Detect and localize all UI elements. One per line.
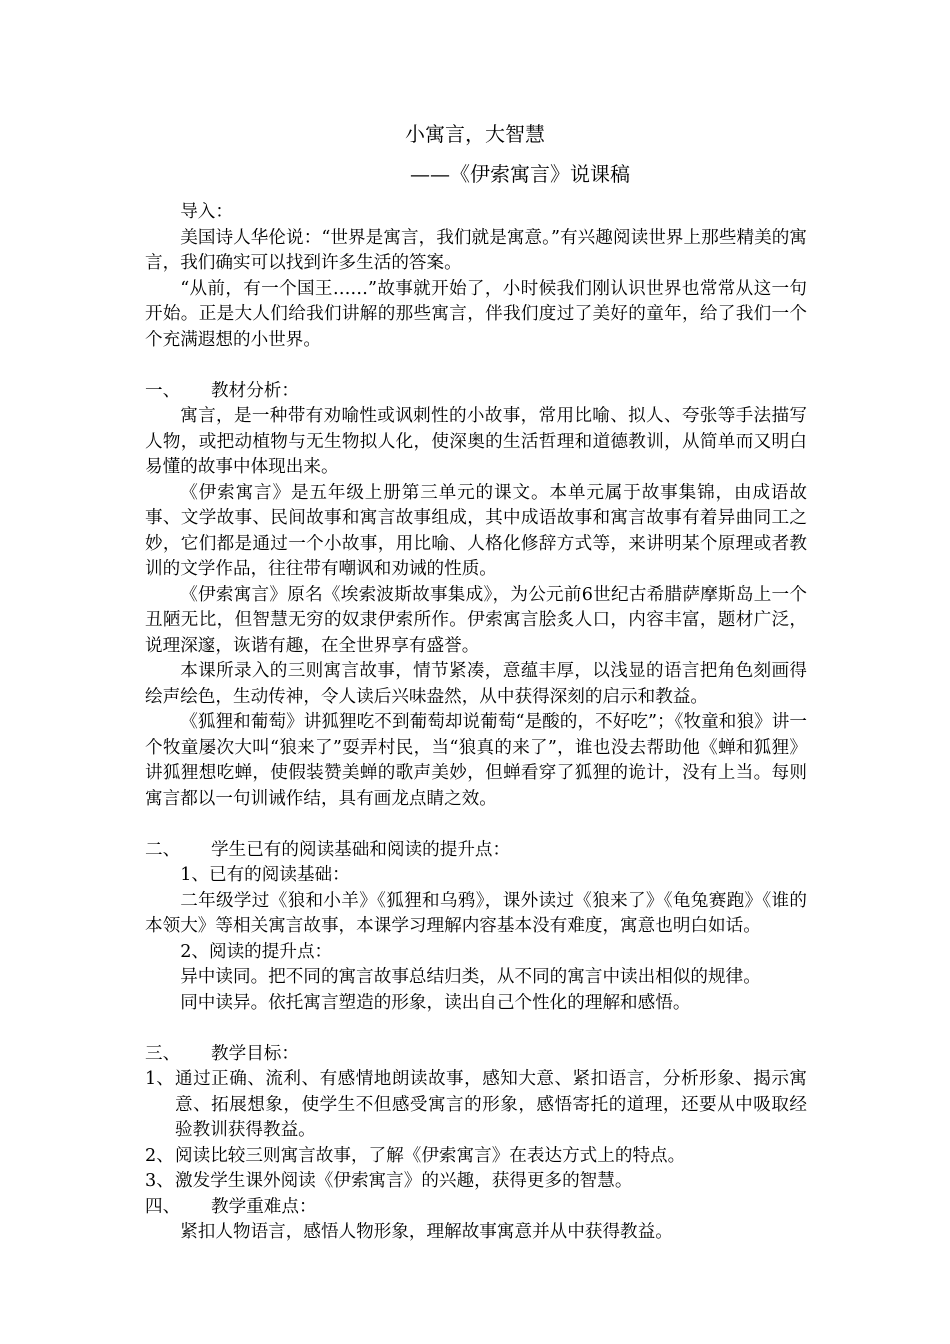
spacer [145, 812, 807, 838]
section-1-paragraph-5: 《狐狸和葡萄》讲狐狸吃不到葡萄却说葡萄“是酸的，不好吃”；《牧童和狼》讲一个牧童屡次大叫“狼来了”耍弄村民，当“狼真的来了”，谁也没去帮助他《蝉和狐狸》讲狐狸想吃蝉，使假装赞美蝉的歌声美妙，但蝉看穿了狐狸的诡计，没有上当。每则寓言都以一句训诫作结，具有画龙点睛之效。 [145, 712, 807, 809]
section-2-heading [145, 838, 807, 864]
section-1-heading [145, 379, 807, 405]
section-3-heading [145, 1042, 807, 1068]
list-item [145, 1169, 807, 1195]
section-4-heading [145, 1195, 807, 1221]
document-body [145, 200, 807, 1246]
document-title: 小寓言，大智慧 [405, 122, 545, 146]
section-2-paragraph-3: 同中读异。依托寓言塑造的形象，读出自己个性化的理解和感悟。 [180, 992, 691, 1013]
document-subtitle: ——《伊索寓言》说课稿 [410, 162, 630, 186]
intro-paragraph-1: 美国诗人华伦说：“世界是寓言，我们就是寓意。”有兴趣阅读世界上那些精美的寓言，我们确实可以找到许多生活的答案。 [145, 227, 807, 273]
section-2-subheading-1: 1、已有的阅读基础： [180, 865, 350, 885]
section-number: 二、 [145, 839, 181, 860]
list-text: 通过正确、流利、有感情地朗读故事，感知大意、紧扣语言，分析形象、揭示寓意、拓展想象，使学生不但感受寓言的形象，感悟寄托的道理，还要从中吸取经验教训获得教益。 [175, 1069, 807, 1140]
section-4-paragraph-1: 紧扣人物语言，感悟人物形象，理解故事寓意并从中获得教益。 [180, 1222, 673, 1242]
section-number: 一、 [145, 380, 181, 401]
intro-label: 导入： [180, 202, 233, 222]
list-text: 阅读比较三则寓言故事，了解《伊索寓言》在表达方式上的特点。 [175, 1145, 686, 1166]
section-title: 教学目标： [211, 1043, 299, 1064]
section-2-paragraph-2: 异中读同。把不同的寓言故事总结归类，从不同的寓言中读出相似的规律。 [180, 967, 761, 987]
list-text: 激发学生课外阅读《伊索寓言》的兴趣，获得更多的智慧。 [175, 1171, 633, 1191]
section-1-paragraph-2: 《伊索寓言》是五年级上册第三单元的课文。本单元属于故事集锦，由成语故事、文学故事、民间故事和寓言故事组成，其中成语故事和寓言故事有着异曲同工之妙，它们都是通过一个小故事，用比喻、人格化修辞方式等，来讲明某个原理或者教训的文学作品，往往带有嘲讽和劝诫的性质。 [145, 482, 807, 579]
section-1-paragraph-4: 本课所录入的三则寓言故事，情节紧凑，意蕴丰厚，以浅显的语言把角色刻画得绘声绘色，生动传神，令人读后兴味盎然，从中获得深刻的启示和教益。 [145, 661, 807, 707]
section-title: 教学重难点： [211, 1196, 317, 1217]
list-number: 2、 [145, 1145, 174, 1166]
section-2-paragraph-1: 二年级学过《狼和小羊》《狐狸和乌鸦》，课外读过《狼来了》《龟兔赛跑》《谁的本领大》等相关寓言故事，本课学习理解内容基本没有难度，寓意也明白如话。 [145, 890, 807, 936]
section-number: 三、 [145, 1043, 181, 1064]
intro-paragraph-2: “从前，有一个国王……”故事就开始了，小时候我们刚认识世界也常常从这一句开始。正是大人们给我们讲解的那些寓言，伴我们度过了美好的童年，给了我们一个个充满遐想的小世界。 [145, 278, 807, 350]
section-1-paragraph-1: 寓言，是一种带有劝喻性或讽刺性的小故事，常用比喻、拟人、夸张等手法描写人物，或把动植物与无生物拟人化，使深奥的生活哲理和道德教训，从简单而又明白易懂的故事中体现出来。 [145, 406, 807, 477]
section-title: 学生已有的阅读基础和阅读的提升点： [211, 839, 511, 860]
spacer [145, 1016, 807, 1042]
section-2-subheading-2: 2、阅读的提升点： [180, 941, 333, 962]
list-number: 3、 [145, 1171, 174, 1191]
section-1-paragraph-3: 《伊索寓言》原名《埃索波斯故事集成》，为公元前6世纪古希腊萨摩斯岛上一个丑陋无比，但智慧无穷的奴隶伊索所作。伊索寓言脍炙人口，内容丰富，题材广泛，说理深邃，诙谐有趣，在全世界享有盛誉。 [145, 584, 807, 656]
section-title: 教材分析： [211, 380, 299, 401]
list-item [145, 1144, 807, 1170]
list-number: 1、 [145, 1069, 174, 1089]
list-item [145, 1067, 807, 1144]
spacer [145, 353, 807, 379]
section-number: 四、 [145, 1196, 181, 1217]
